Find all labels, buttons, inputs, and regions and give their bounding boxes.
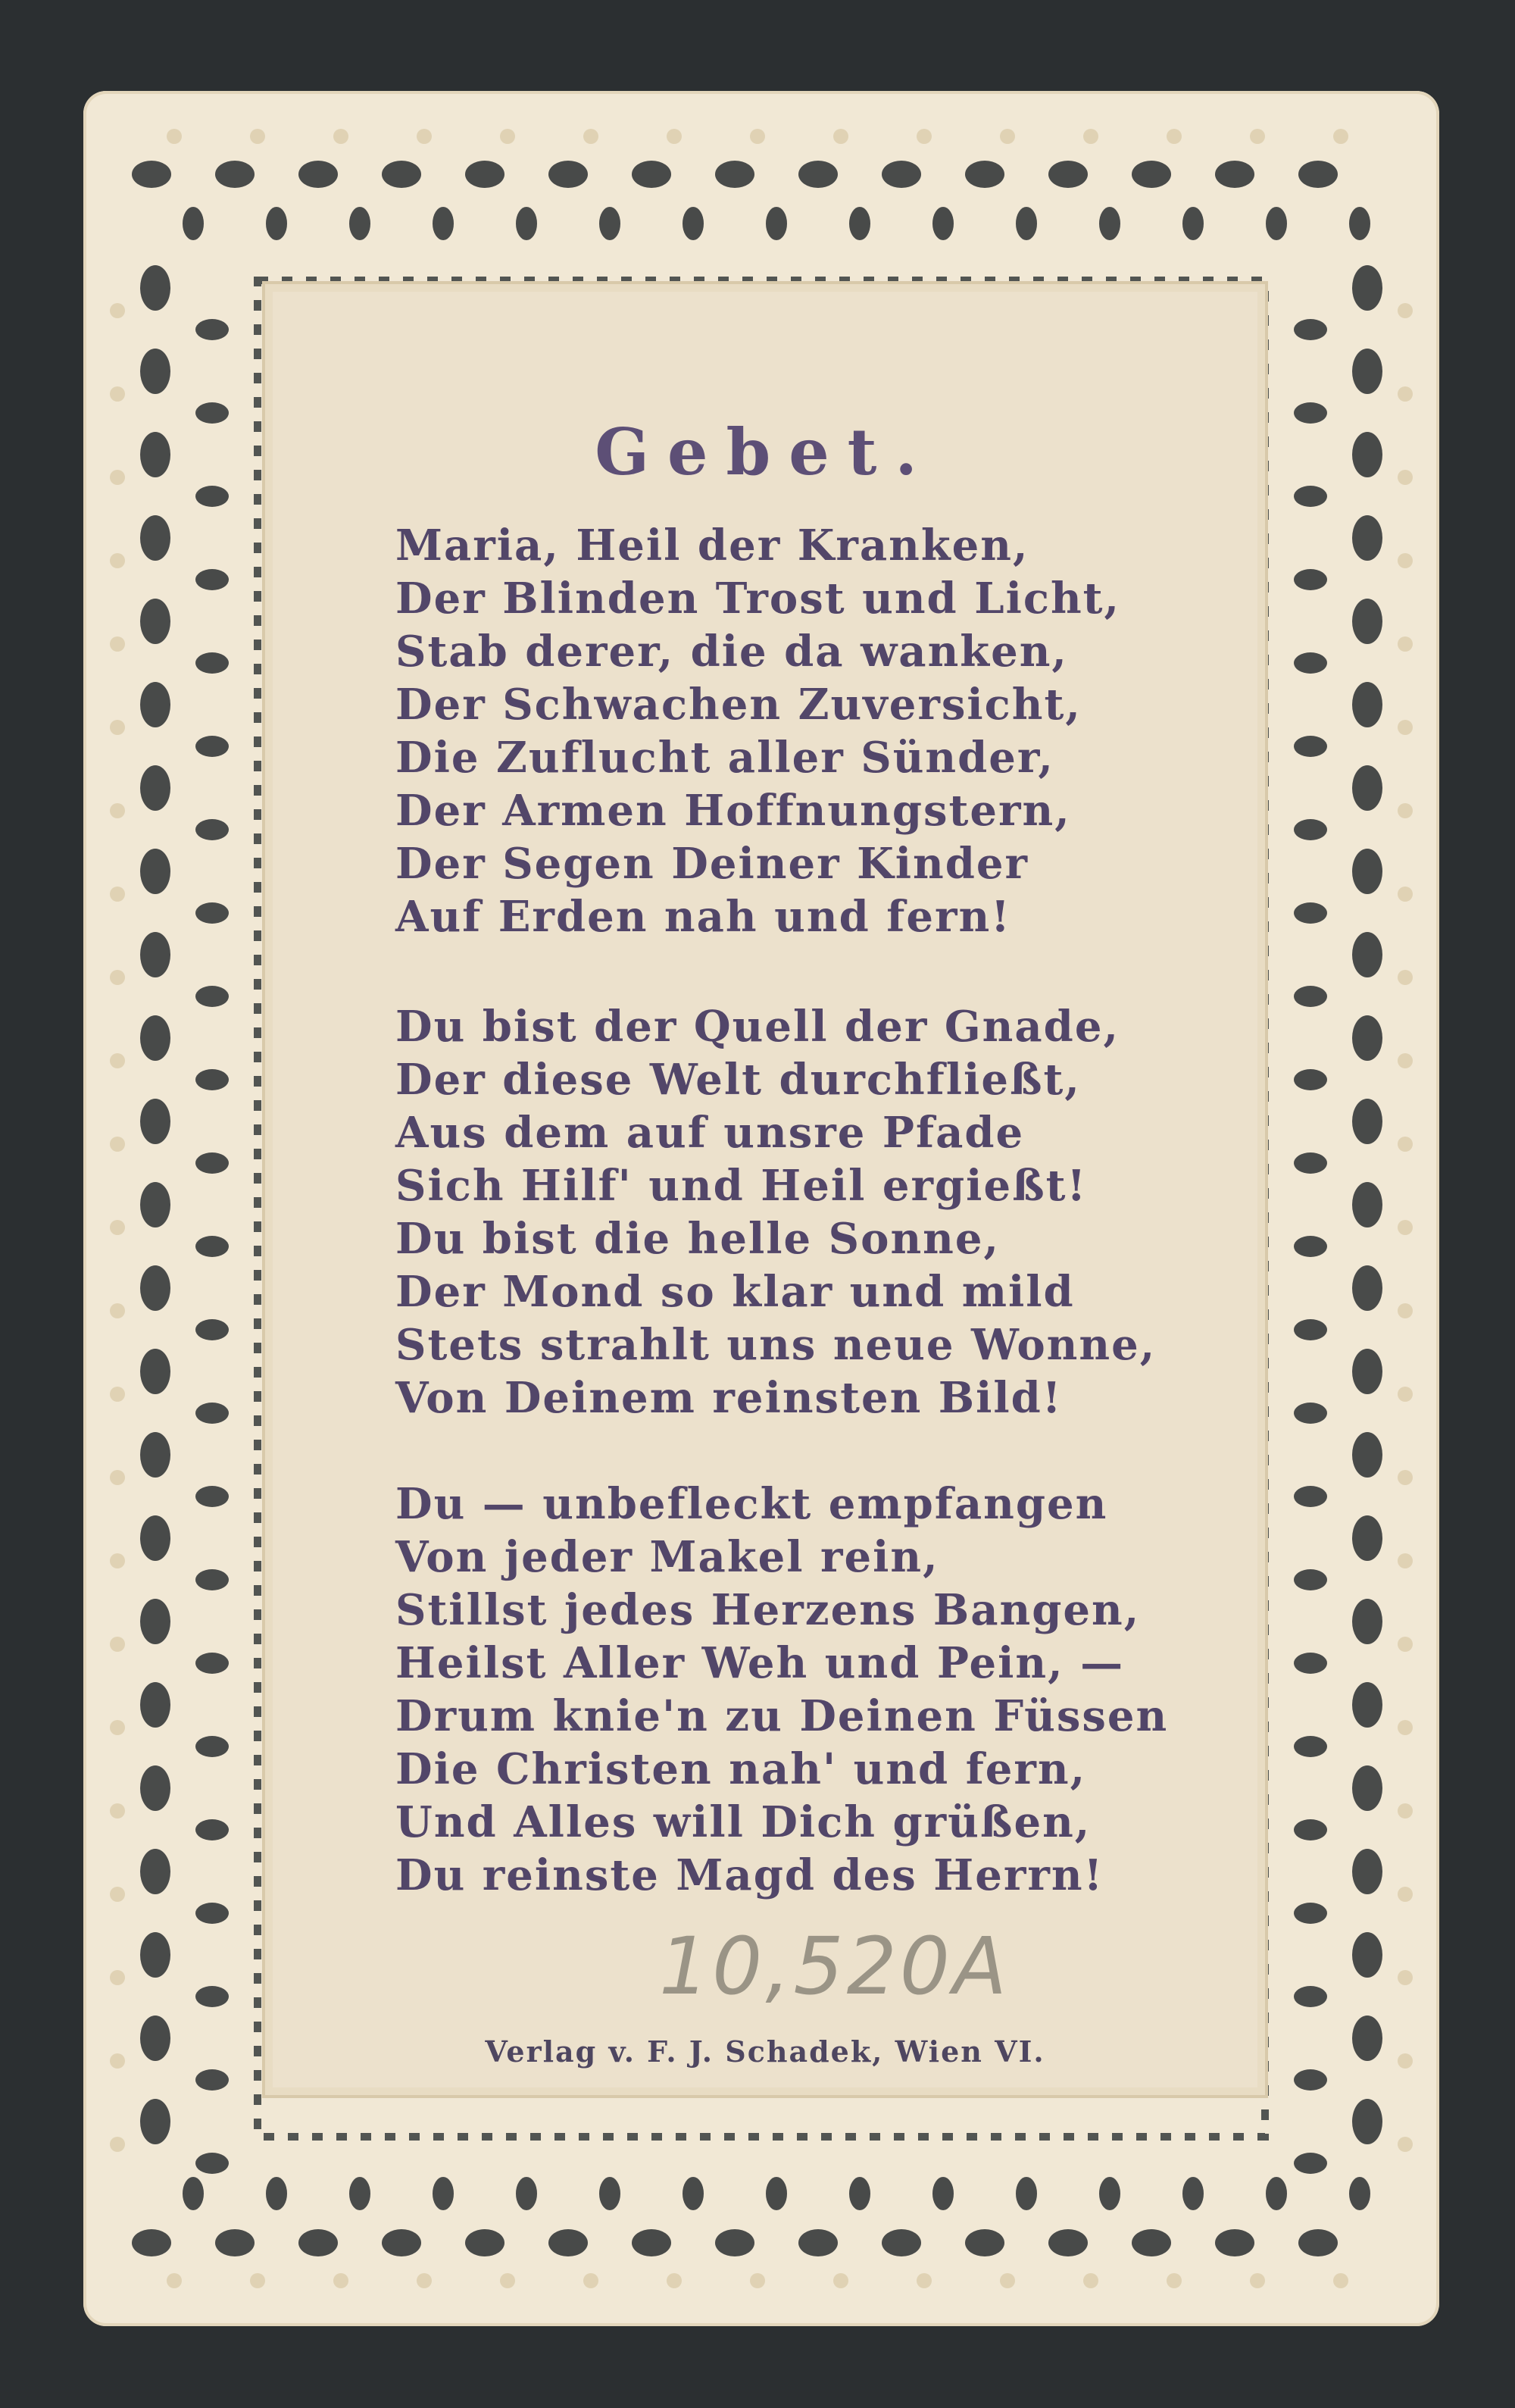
lace-hole xyxy=(195,902,229,924)
lace-hole xyxy=(766,207,787,240)
lace-hole xyxy=(195,1653,229,1674)
lace-hole xyxy=(632,2229,671,2256)
lace-hole xyxy=(195,569,229,590)
lace-hole xyxy=(965,2229,1004,2256)
lace-dot xyxy=(583,129,598,144)
lace-hole xyxy=(140,1015,170,1061)
lace-hole xyxy=(1352,432,1382,477)
lace-hole xyxy=(932,2177,954,2210)
lace-hole xyxy=(1352,2016,1382,2061)
lace-hole xyxy=(195,319,229,340)
lace-hole xyxy=(349,207,370,240)
lace-hole xyxy=(1294,1569,1327,1590)
lace-hole xyxy=(195,1403,229,1424)
lace-dot xyxy=(167,129,182,144)
lace-hole xyxy=(1352,515,1382,561)
lace-hole xyxy=(1294,1236,1327,1257)
lace-hole xyxy=(599,207,620,240)
lace-dot xyxy=(110,887,125,902)
verse-line: Der Blinden Trost und Licht, xyxy=(395,574,1121,624)
stanza-3 xyxy=(395,1478,1229,1902)
lace-hole xyxy=(1294,1986,1327,2007)
lace-hole xyxy=(195,652,229,674)
lace-hole xyxy=(140,515,170,561)
lace-hole xyxy=(1294,1403,1327,1424)
lace-dot xyxy=(1398,970,1413,985)
lace-hole xyxy=(1016,2177,1037,2210)
lace-dot xyxy=(110,2053,125,2069)
lace-hole xyxy=(1352,1265,1382,1311)
lace-hole xyxy=(1352,1849,1382,1894)
lace-dot xyxy=(110,1553,125,1568)
verse-line: Die Christen nah' und fern, xyxy=(395,1744,1087,1794)
lace-hole xyxy=(599,2177,620,2210)
lace-dot xyxy=(1398,386,1413,402)
lace-dot xyxy=(250,2273,265,2288)
lace-dot xyxy=(110,970,125,985)
lace-dot xyxy=(1333,129,1348,144)
verse-line: Stets strahlt uns neue Wonne, xyxy=(395,1320,1157,1370)
lace-hole xyxy=(683,207,704,240)
lace-dot xyxy=(1083,129,1098,144)
lace-hole xyxy=(1294,986,1327,1007)
lace-hole xyxy=(1016,207,1037,240)
lace-dot xyxy=(1398,1720,1413,1735)
lace-hole xyxy=(195,486,229,507)
lace-hole xyxy=(1182,207,1204,240)
lace-dot xyxy=(110,553,125,568)
lace-hole xyxy=(1352,349,1382,394)
lace-dot xyxy=(1167,2273,1182,2288)
lace-hole xyxy=(632,161,671,188)
stanza-2 xyxy=(395,1000,1229,1424)
lace-dot xyxy=(417,2273,432,2288)
lace-dot xyxy=(110,386,125,402)
lace-hole xyxy=(1215,2229,1254,2256)
lace-hole xyxy=(195,1236,229,1257)
lace-dot xyxy=(1398,1970,1413,1985)
lace-dot xyxy=(1398,1220,1413,1235)
verse-line: Maria, Heil der Kranken, xyxy=(395,521,1029,571)
lace-hole xyxy=(1352,1349,1382,1394)
lace-dot xyxy=(1398,1470,1413,1485)
lace-hole xyxy=(140,1349,170,1394)
lace-hole xyxy=(266,2177,287,2210)
lace-hole xyxy=(798,2229,838,2256)
verse-line: Heilst Aller Weh und Pein, — xyxy=(395,1638,1125,1688)
lace-dot xyxy=(1398,553,1413,568)
lace-hole xyxy=(465,161,504,188)
lace-hole xyxy=(140,1099,170,1144)
lace-dot xyxy=(333,2273,348,2288)
lace-hole xyxy=(1352,1015,1382,1061)
lace-dot xyxy=(917,2273,932,2288)
lace-hole xyxy=(548,2229,588,2256)
lace-hole xyxy=(195,2069,229,2091)
lace-hole xyxy=(195,1819,229,1840)
lace-dot xyxy=(110,636,125,652)
lace-hole xyxy=(140,1932,170,1978)
lace-dot xyxy=(110,1720,125,1735)
lace-dot xyxy=(110,803,125,818)
lace-hole xyxy=(140,432,170,477)
verse-line: Der Mond so klar und mild xyxy=(395,1267,1075,1317)
lace-hole xyxy=(195,1152,229,1174)
lace-hole xyxy=(195,1736,229,1757)
stanza-1 xyxy=(395,519,1229,943)
lace-hole xyxy=(433,207,454,240)
lace-hole xyxy=(1132,161,1171,188)
lace-hole xyxy=(298,161,338,188)
lace-hole xyxy=(1352,849,1382,894)
lace-hole xyxy=(1294,1152,1327,1174)
lace-dot xyxy=(1398,1887,1413,1902)
verse-line: Aus dem auf unsre Pfade xyxy=(395,1108,1025,1158)
lace-hole xyxy=(1352,1682,1382,1728)
verse-line: Stab derer, die da wanken, xyxy=(395,627,1068,677)
lace-dot xyxy=(1398,636,1413,652)
lace-hole xyxy=(215,161,255,188)
lace-hole xyxy=(1352,599,1382,644)
lace-hole xyxy=(516,207,537,240)
lace-hole xyxy=(932,207,954,240)
lace-dot xyxy=(1398,1637,1413,1652)
lace-hole xyxy=(140,932,170,977)
lace-dot xyxy=(1398,1137,1413,1152)
lace-hole xyxy=(849,207,870,240)
lace-hole xyxy=(140,1682,170,1728)
lace-dot xyxy=(583,2273,598,2288)
lace-hole xyxy=(1298,2229,1338,2256)
lace-hole xyxy=(715,2229,754,2256)
verse-line: Der Schwachen Zuversicht, xyxy=(395,680,1082,730)
lace-dot xyxy=(417,129,432,144)
lace-dot xyxy=(667,2273,682,2288)
text-panel xyxy=(273,292,1257,2087)
lace-dot xyxy=(110,1470,125,1485)
lace-dot xyxy=(1398,1803,1413,1819)
lace-hole xyxy=(715,161,754,188)
lace-hole xyxy=(1294,819,1327,840)
lace-hole xyxy=(433,2177,454,2210)
lace-hole xyxy=(140,1182,170,1227)
lace-dot xyxy=(750,2273,765,2288)
lace-hole xyxy=(266,207,287,240)
lace-hole xyxy=(195,2153,229,2174)
lace-hole xyxy=(1048,161,1088,188)
lace-dot xyxy=(110,1637,125,1652)
lace-hole xyxy=(140,2099,170,2144)
lace-hole xyxy=(1352,265,1382,311)
verse-line: Stillst jedes Herzens Bangen, xyxy=(395,1585,1141,1635)
lace-dot xyxy=(110,1970,125,1985)
lace-hole xyxy=(1294,402,1327,424)
lace-dot xyxy=(1083,2273,1098,2288)
lace-dot xyxy=(110,2137,125,2152)
lace-hole xyxy=(1352,932,1382,977)
lace-hole xyxy=(140,599,170,644)
lace-hole xyxy=(965,161,1004,188)
lace-hole xyxy=(183,207,204,240)
lace-hole xyxy=(140,1265,170,1311)
lace-hole xyxy=(1294,2069,1327,2091)
lace-hole xyxy=(1352,765,1382,811)
lace-hole xyxy=(1294,902,1327,924)
lace-hole xyxy=(1294,1319,1327,1340)
lace-hole xyxy=(1182,2177,1204,2210)
lace-dot xyxy=(1167,129,1182,144)
lace-hole xyxy=(382,161,421,188)
verse-line: Drum knie'n zu Deinen Füssen xyxy=(395,1691,1169,1741)
lace-hole xyxy=(1294,486,1327,507)
lace-dot xyxy=(1398,720,1413,735)
lace-hole xyxy=(1352,1599,1382,1644)
lace-hole xyxy=(1215,161,1254,188)
lace-dot xyxy=(1398,2137,1413,2152)
lace-hole xyxy=(140,2016,170,2061)
lace-hole xyxy=(140,765,170,811)
lace-dot xyxy=(110,1387,125,1402)
verse-line: Der Armen Hoffnungstern, xyxy=(395,786,1071,836)
lace-hole xyxy=(140,682,170,727)
lace-hole xyxy=(195,1319,229,1340)
lace-hole xyxy=(1266,207,1287,240)
lace-hole xyxy=(1294,1653,1327,1674)
lace-hole xyxy=(1352,2099,1382,2144)
lace-dot xyxy=(110,720,125,735)
lace-hole xyxy=(132,2229,171,2256)
lace-hole xyxy=(548,161,588,188)
lace-hole xyxy=(140,349,170,394)
verse-line: Von Deinem reinsten Bild! xyxy=(395,1373,1063,1423)
lace-hole xyxy=(140,265,170,311)
lace-hole xyxy=(1294,1819,1327,1840)
lace-dot xyxy=(1333,2273,1348,2288)
verse-line: Du bist der Quell der Gnade, xyxy=(395,1002,1120,1052)
lace-dot xyxy=(917,129,932,144)
lace-hole xyxy=(195,736,229,757)
lace-hole xyxy=(516,2177,537,2210)
lace-hole xyxy=(195,402,229,424)
lace-dot xyxy=(833,129,848,144)
lace-dot xyxy=(1398,1387,1413,1402)
lace-hole xyxy=(1352,1182,1382,1227)
lace-dot xyxy=(667,129,682,144)
lace-hole xyxy=(1294,736,1327,757)
lace-hole xyxy=(382,2229,421,2256)
lace-hole xyxy=(1352,1099,1382,1144)
lace-dot xyxy=(167,2273,182,2288)
lace-dot xyxy=(1398,1303,1413,1318)
lace-hole xyxy=(298,2229,338,2256)
lace-hole xyxy=(140,1599,170,1644)
lace-hole xyxy=(1266,2177,1287,2210)
lace-hole xyxy=(1352,1432,1382,1478)
lace-dot xyxy=(1000,2273,1015,2288)
lace-dot xyxy=(1000,129,1015,144)
lace-dot xyxy=(1398,2053,1413,2069)
verse-line: Der diese Welt durchfließt, xyxy=(395,1055,1081,1105)
lace-hole xyxy=(140,849,170,894)
lace-hole xyxy=(195,1569,229,1590)
lace-hole xyxy=(683,2177,704,2210)
lace-hole xyxy=(1294,2153,1327,2174)
verse-line: Der Segen Deiner Kinder xyxy=(395,839,1029,889)
lace-dot xyxy=(500,129,515,144)
lace-hole xyxy=(195,1986,229,2007)
lace-hole xyxy=(1349,207,1370,240)
lace-hole xyxy=(183,2177,204,2210)
lace-hole xyxy=(1352,1765,1382,1811)
lace-hole xyxy=(140,1849,170,1894)
lace-hole xyxy=(140,1515,170,1561)
verse-line: Sich Hilf' und Heil ergießt! xyxy=(395,1161,1088,1211)
publisher-imprint: Verlag v. F. J. Schadek, Wien VI. xyxy=(485,2034,1045,2069)
lace-dot xyxy=(1398,1553,1413,1568)
lace-hole xyxy=(766,2177,787,2210)
lace-dot xyxy=(750,129,765,144)
lace-hole xyxy=(882,161,921,188)
lace-hole xyxy=(195,1903,229,1924)
lace-hole xyxy=(195,1069,229,1090)
lace-dot xyxy=(1250,129,1265,144)
lace-hole xyxy=(195,1486,229,1507)
lace-dot xyxy=(500,2273,515,2288)
lace-hole xyxy=(1294,1069,1327,1090)
lace-hole xyxy=(1099,207,1120,240)
lace-hole xyxy=(195,986,229,1007)
verse-line: Die Zuflucht aller Sünder, xyxy=(395,733,1054,783)
lace-dot xyxy=(110,1220,125,1235)
lace-dot xyxy=(1398,1053,1413,1068)
lace-dot xyxy=(110,1803,125,1819)
lace-dot xyxy=(333,129,348,144)
lace-hole xyxy=(1352,682,1382,727)
lace-hole xyxy=(140,1765,170,1811)
verse-line: Und Alles will Dich grüßen, xyxy=(395,1797,1092,1847)
lace-hole xyxy=(1294,1903,1327,1924)
lace-hole xyxy=(1048,2229,1088,2256)
lace-dot xyxy=(1398,470,1413,485)
lace-dot xyxy=(110,303,125,318)
lace-hole xyxy=(465,2229,504,2256)
lace-dot xyxy=(110,470,125,485)
verse-line: Du — unbefleckt empfangen xyxy=(395,1479,1108,1529)
lace-dot xyxy=(1398,303,1413,318)
lace-hole xyxy=(1298,161,1338,188)
lace-hole xyxy=(882,2229,921,2256)
lace-hole xyxy=(132,161,171,188)
lace-hole xyxy=(195,819,229,840)
lace-hole xyxy=(1132,2229,1171,2256)
lace-hole xyxy=(140,1432,170,1478)
lace-hole xyxy=(798,161,838,188)
lace-dot xyxy=(1398,887,1413,902)
lace-hole xyxy=(1349,2177,1370,2210)
lace-hole xyxy=(1294,569,1327,590)
lace-hole xyxy=(1294,652,1327,674)
lace-hole xyxy=(1099,2177,1120,2210)
verse-line: Auf Erden nah und fern! xyxy=(395,892,1011,942)
lace-dot xyxy=(250,129,265,144)
lace-hole xyxy=(1294,319,1327,340)
card-title: Gebet. xyxy=(595,414,936,489)
lace-hole xyxy=(1294,1486,1327,1507)
lace-dot xyxy=(110,1887,125,1902)
lace-dot xyxy=(833,2273,848,2288)
lace-dot xyxy=(1250,2273,1265,2288)
lace-hole xyxy=(1352,1515,1382,1561)
handwritten-inventory-number: 10,520A xyxy=(659,1920,1011,2012)
lace-hole xyxy=(849,2177,870,2210)
verse-line: Du bist die helle Sonne, xyxy=(395,1214,1001,1264)
lace-dot xyxy=(110,1303,125,1318)
verse-line: Von jeder Makel rein, xyxy=(395,1532,939,1582)
lace-hole xyxy=(215,2229,255,2256)
lace-hole xyxy=(1294,1736,1327,1757)
lace-hole xyxy=(1352,1932,1382,1978)
verse-line: Du reinste Magd des Herrn! xyxy=(395,1850,1104,1900)
lace-dot xyxy=(110,1137,125,1152)
lace-dot xyxy=(1398,803,1413,818)
lace-dot xyxy=(110,1053,125,1068)
lace-hole xyxy=(349,2177,370,2210)
